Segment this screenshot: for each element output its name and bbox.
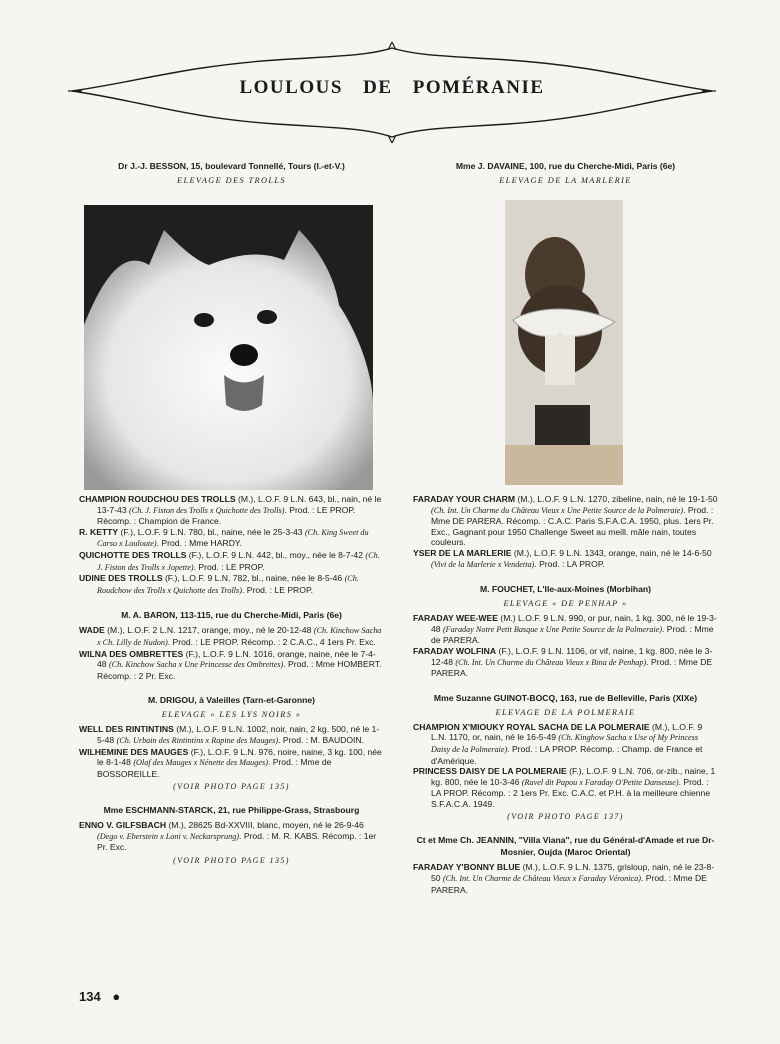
breeder-baron: M. A. BARON, 113-115, rue du Cherche-Midi, Paris (6e) WADE (M.), L.O.F. 2 L.N. 1217, orange, moy., né le 20-12-48 (Ch. Kinchow Sacha x Ch. Lilly de Nudon). Prod. : LE PROP. Récomp. : 2 C.A.C., 4 1ers Pr. Exc. WILNA DES OMBRETTES (F.), L.O.F. 9 L.N. 1016, orange, naine, née le 7-4-48 (Ch. Kinchow Sacha x Une Princesse des Ombrettes). Prod. : Mme HOMBERT. Récomp. : 2 Pr. Exc. — [79, 609, 384, 681]
dog-entry: WADE (M.), L.O.F. 2 L.N. 1217, orange, moy., né le 20-12-48 (Ch. Kinchow Sacha x Ch. Lilly de Nudon). Prod. : LE PROP. Récomp. : 2 C.A.C., 4 1ers Pr. Exc. — [79, 625, 382, 647]
photo-reference: (VOIR PHOTO PAGE 137) — [507, 812, 624, 822]
dog-entry: QUICHOTTE DES TROLLS (F.), L.O.F. 9 L.N. 442, bl., moy., née le 8-7-42 (Ch. J. Fiston des Trolls x Jopette). Prod. : LE PROP. — [79, 549, 380, 572]
entry-list — [79, 494, 384, 596]
dog-entry: CHAMPION ROUDCHOU DES TROLLS (M.), L.O.F. 9 L.N. 643, bl., nain, né le 13-7-43 (Ch. J. Fiston des Trolls x Quichotte des Trolls). Prod. : LE PROP. Récomp. : Champion de France. — [79, 494, 382, 527]
breeder-eschmann: Mme ESCHMANN-STARCK, 21, rue Philippe-Grass, Strasbourg ENNO V. GILFSBACH (M.), 28625 Bd-XXVIII, blanc, moyen, né le 26-9-46 (Dego v. Eberstein x Loni v. Neckarsprung). Prod. : M. R. KABS. Récomp. : 1er Pr. Exc. (VOIR PHOTO PAGE 135) — [79, 804, 384, 865]
breeder-fouchet: M. FOUCHET, L'Ile-aux-Moines (Morbihan) ELEVAGE « DE PENHAP » FARADAY WEE-WEE (M.) L.O.F. 9 L.N. 990, or pur, nain, 1 kg. 300, né le 19-3-48 (Faraday Notre Petit Basque x Une Petite Source de la Polmeraie). Prod. : Mme de PARERA. FARADAY WOLFINA (F.), L.O.F. 9 L.N. 1106, or vif, naine, 1 kg. 800, née le 3-12-48 (Ch. Int. Un Charme du Château Vieux x Bina de Penhap). Prod. : Mme DE PARERA. — [413, 584, 717, 679]
dog-entry: ENNO V. GILFSBACH (M.), 28625 Bd-XXVIII, blanc, moyen, né le 26-9-46 (Dego v. Eberstein x Loni v. Neckarsprung). Prod. : M. R. KABS. Récomp. : 1er Pr. Exc. — [79, 820, 377, 853]
breeder-besson: Dr J.-J. BESSON, 15, boulevard Tonnellé, Tours (I.-et-V.) ELEVAGE DES TROLLS — [118, 161, 345, 185]
dog-entry: WELL DES RINTINTINS (M.), L.O.F. 9 L.N. 1002, noir, nain, 2 kg. 500, né le 1-5-48 (Ch. Urbain des Rintintins x Rapine des Mauges). Prod. : M. BAUDOIN. — [79, 724, 380, 745]
dog-entry: PRINCESS DAISY DE LA POLMERAIE (F.), L.O.F. 9 L.N. 706, or-zib., naine, 1 kg. 800, née le 10-3-46 (Ravel dit Papou x Faraday O'Petite Danseuse). Prod. : LA PROP. Récomp. : 2 1ers Pr. Exc. C.A.C. et P.H. à la meilleure chienne S.F.A.C.A. 1949. — [413, 766, 716, 809]
page-title: LOULOUS DE POMÉRANIE — [239, 77, 545, 98]
bullet-icon: ● — [112, 989, 121, 1004]
dog-entry: UDINE DES TROLLS (F.), L.O.F. 9 L.N. 782, bl., naine, née le 8-5-46 (Ch. Roudchow des Trolls x Quichotte des Trolls). Prod. : LE PROP. — [79, 573, 359, 595]
photo-reference: (VOIR PHOTO PAGE 135) — [173, 856, 290, 866]
dog-entry: FARADAY Y'BONNY BLUE (M.), L.O.F. 9 L.N. 1375, grisloup, nain, né le 23-8-50 (Ch. Int. Un Charme de Château Vieux x Faraday Véronica). Prod. : Mme DE PARERA. — [413, 862, 715, 895]
breeder-davaine: Mme J. DAVAINE, 100, rue du Cherche-Midi, Paris (6e) ELEVAGE DE LA MARLERIE — [455, 161, 676, 185]
page-footer — [79, 989, 120, 1004]
dog-entry: FARADAY WOLFINA (F.), L.O.F. 9 L.N. 1106, or vif, naine, 1 kg. 800, née le 3-12-48 (Ch. Int. Un Charme du Château Vieux x Bina de Penhap). Prod. : Mme DE PARERA. — [413, 645, 713, 679]
dog-entry: WILHEMINE DES MAUGES (F.), L.O.F. 9 L.N. 976, noire, naine, 3 kg. 100, née le 8-1-48 (Olaf des Mauges x Nénette des Mauges). Prod. : Mme de BOSSOREILLE. — [79, 746, 382, 779]
page-number: 134 — [79, 989, 101, 1004]
dog-entry: CHAMPION X'MIOUKY ROYAL SACHA DE LA POLMERAIE (M.), L.O.F. 9 L.N. 1170, or, nain, né le 16-5-49 (Ch. Kinghow Sacha x Use of My Princess Daisy de la Polmeraie). Prod. : LA PROP. Récomp. : Champ. de France et d'Amérique. — [413, 721, 703, 766]
breeder-drigou: M. DRIGOU, à Valeilles (Tarn-et-Garonne) ELEVAGE « LES LYS NOIRS » WELL DES RINTINTINS (M.), L.O.F. 9 L.N. 1002, noir, nain, 2 kg. 500, né le 1-5-48 (Ch. Urbain des Rintintins x Rapine des Mauges). Prod. : M. BAUDOIN. WILHEMINE DES MAUGES (F.), L.O.F. 9 L.N. 976, noire, naine, 3 kg. 100, née le 8-1-48 (Olaf des Mauges x Nénette des Mauges). Prod. : Mme de BOSSOREILLE. (VOIR PHOTO PAGE 135) — [79, 694, 384, 791]
right-column — [413, 160, 718, 895]
breeder-guinot-bocq: Mme Suzanne GUINOT-BOCQ, 163, rue de Belleville, Paris (XIXe) ELEVAGE DE LA POLMERAIE CHAMPION X'MIOUKY ROYAL SACHA DE LA POLMERAIE (M.), L.O.F. 9 L.N. 1170, or, nain, né le 16-5-49 (Ch. Kinghow Sacha x Use of My Princess Daisy de la Polmeraie). Prod. : LA PROP. Récomp. : Champ. de France et d'Amérique. PRINCESS DAISY DE LA POLMERAIE (F.), L.O.F. 9 L.N. 706, or-zib., naine, 1 kg. 800, née le 10-3-46 (Ravel dit Papou x Faraday O'Petite Danseuse). Prod. : LA PROP. Récomp. : 2 1ers Pr. Exc. C.A.C. et P.H. à la meilleure chienne S.F.A.C.A. 1949. (VOIR PHOTO PAGE 137) — [413, 692, 718, 822]
dog-entry: FARADAY YOUR CHARM (M.), L.O.F. 9 L.N. 1270, zibeline, nain, né le 19-1-50 (Ch. Int. Un Charme du Château Vieux x Une Petite Source de la Polmeraie). Prod. : Mme DE PARERA. Récomp. : C.A.C. Paris S.F.A.C.A. 1950, plus. 1ers Pr. Exc., Gagnant pour 1950 Challenge Sweet au meill. mâle nain, toutes couleurs. — [413, 494, 718, 548]
breeder-jeannin: Ct et Mme Ch. JEANNIN, "Villa Viana", rue du Général-d'Amade et rue Dr-Mosnier, Oujda (Maroc Oriental) FARADAY Y'BONNY BLUE (M.), L.O.F. 9 L.N. 1375, grisloup, nain, né le 23-8-50 (Ch. Int. Un Charme de Château Vieux x Faraday Véronica). Prod. : Mme DE PARERA. — [413, 834, 718, 895]
dog-entry: R. KETTY (F.), L.O.F. 9 L.N. 780, bl., naine, née le 25-3-43 (Ch. King Sweet du Carso x Louloute). Prod. : Mme HARDY. — [79, 526, 369, 549]
dog-entry: YSER DE LA MARLERIE (M.), L.O.F. 9 L.N. 1343, orange, nain, né le 14-6-50 (Vivi de la Marlerie x Vendetta). Prod. : LA PROP. — [413, 547, 712, 569]
dog-entry: WILNA DES OMBRETTES (F.), L.O.F. 9 L.N. 1016, orange, naine, née le 7-4-48 (Ch. Kinchow Sacha x Une Princesse des Ombrettes). Prod. : Mme HOMBERT. Récomp. : 2 Pr. Exc. — [79, 648, 382, 681]
dog-entry: FARADAY WEE-WEE (M.) L.O.F. 9 L.N. 990, or pur, nain, 1 kg. 300, né le 19-3-48 (Faraday Notre Petit Basque x Une Petite Source de la Polmeraie). Prod. : Mme de PARERA. — [413, 613, 717, 646]
left-column — [79, 160, 384, 865]
photo-reference: (VOIR PHOTO PAGE 135) — [173, 782, 290, 792]
